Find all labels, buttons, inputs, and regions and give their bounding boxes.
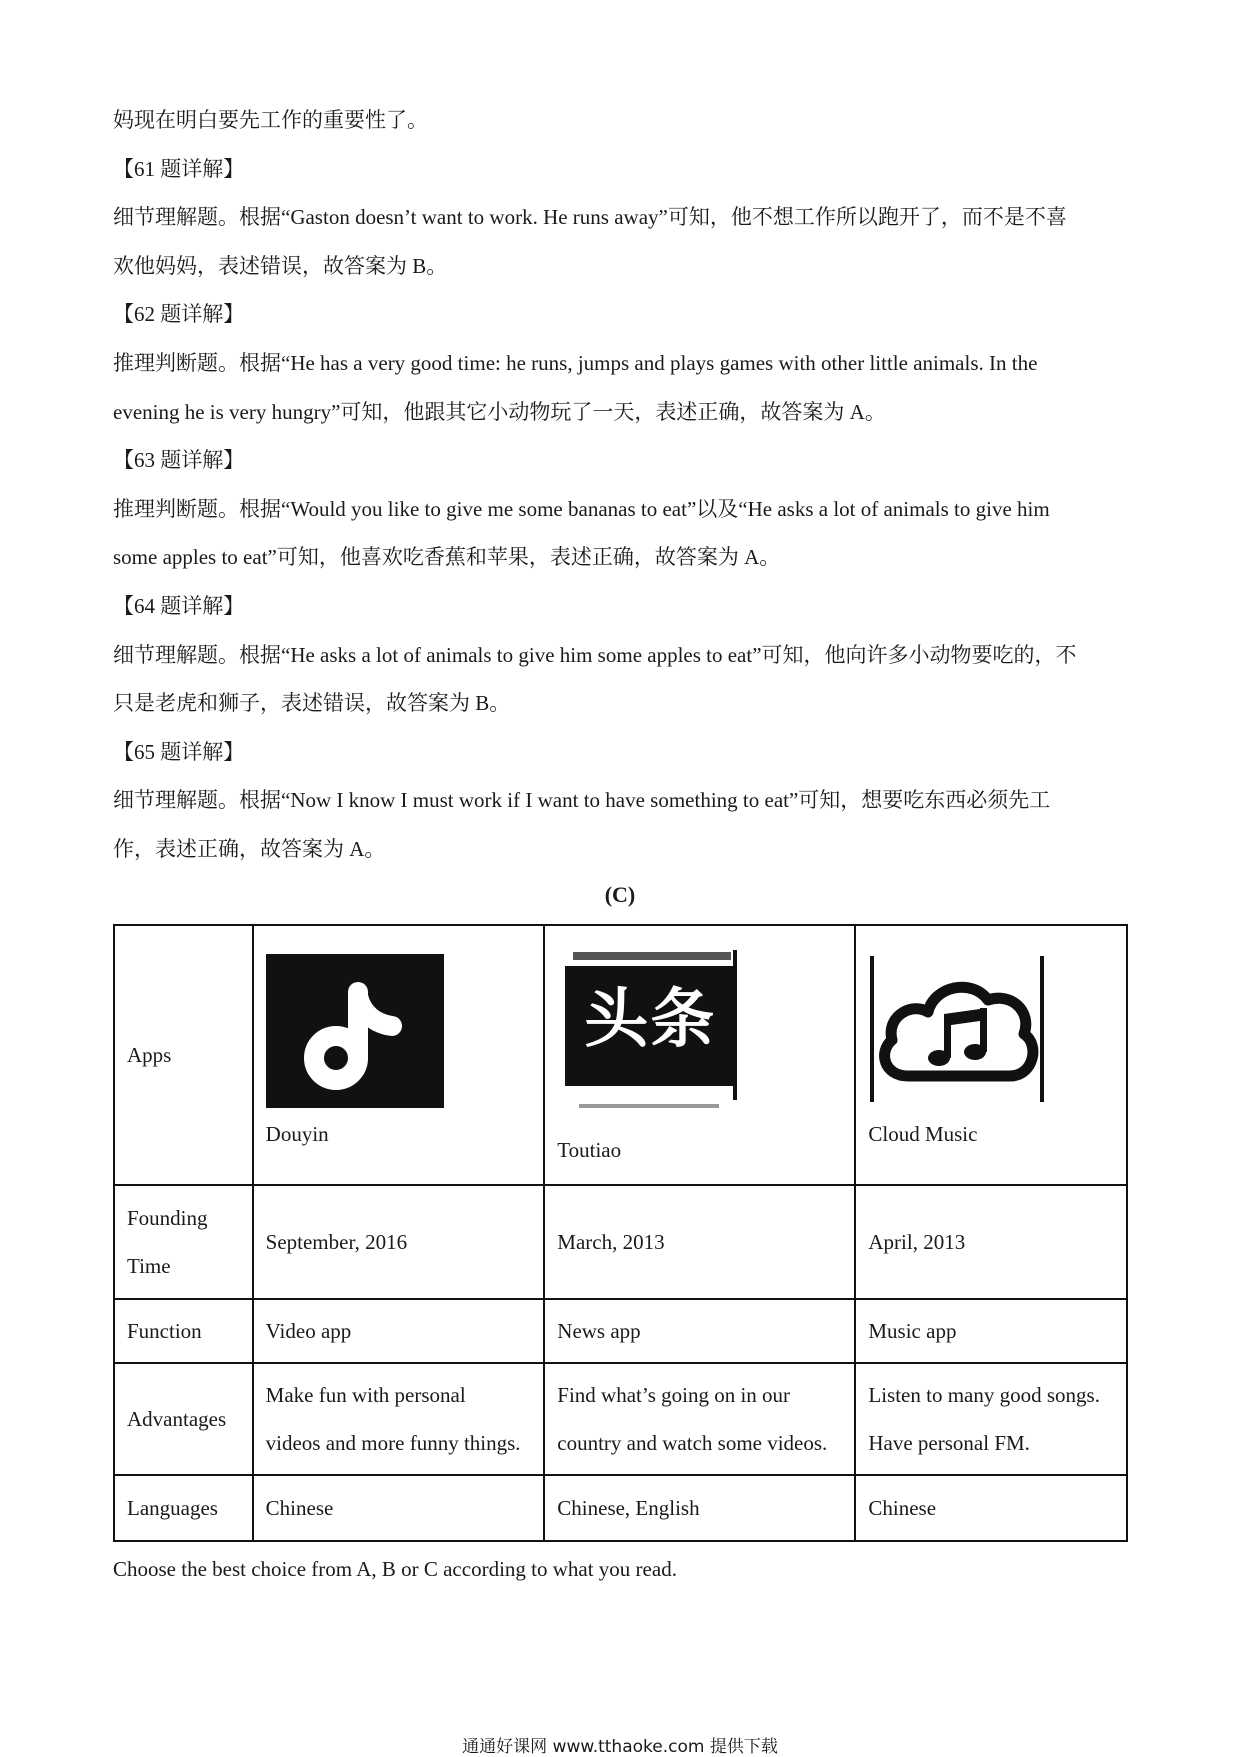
paragraph-line: 细节理解题。根据“He asks a lot of animals to give him some apples to eat”可知，他向许多小动物要吃的，不 xyxy=(113,642,1077,667)
paragraph-line: 只是老虎和狮子，表述错误，故答案为 B。 xyxy=(113,691,511,716)
table-row-advantages xyxy=(114,1363,1127,1475)
cloud-music-icon xyxy=(868,956,1048,1112)
question-heading: 【63 题详解】 xyxy=(113,448,245,473)
section-title: (C) xyxy=(604,882,636,907)
founding-cloud-music: April, 2013 xyxy=(855,1185,1127,1299)
table-row-function xyxy=(114,1299,1127,1363)
row-label-languages: Languages xyxy=(114,1475,253,1541)
advantages-cloud-music xyxy=(855,1363,1127,1475)
app-name-douyin: Douyin xyxy=(265,1122,329,1146)
advantages-douyin xyxy=(253,1363,545,1475)
table-row-apps xyxy=(114,925,1127,1185)
paragraph-line: 推理判断题。根据“He has a very good time: he runs, jumps and plays games with other little animals. In the xyxy=(113,350,1038,375)
toutiao-logo-text: 头条 xyxy=(584,983,717,1057)
table-row-languages xyxy=(114,1475,1127,1541)
question-heading: 【65 题详解】 xyxy=(113,739,245,764)
instruction-text: Choose the best choice from A, B or C according to what you read. xyxy=(113,1557,677,1581)
function-cloud-music: Music app xyxy=(855,1299,1127,1363)
paragraph-line: 细节理解题。根据“Gaston doesn’t want to work. He runs away”可知，他不想工作所以跑开了，而不是不喜 xyxy=(113,205,1067,230)
row-label-function: Function xyxy=(114,1299,253,1363)
tiktok-note-icon xyxy=(266,954,444,1114)
row-label-apps: Apps xyxy=(114,925,253,1185)
question-heading: 【61 题详解】 xyxy=(113,156,245,181)
founding-toutiao: March, 2013 xyxy=(544,1185,855,1299)
languages-cloud-music: Chinese xyxy=(855,1475,1127,1541)
paragraph-line: 推理判断题。根据“Would you like to give me some bananas to eat”以及“He asks a lot of animals to give him xyxy=(113,496,1050,521)
footer-text: 通通好课网 www.tthaoke.com 提供下载 xyxy=(462,1737,778,1757)
languages-toutiao: Chinese, English xyxy=(544,1475,855,1541)
languages-douyin: Chinese xyxy=(253,1475,545,1541)
app-name-toutiao: Toutiao xyxy=(557,1138,622,1162)
paragraph-line: some apples to eat”可知，他喜欢吃香蕉和苹果，表述正确，故答案为 A。 xyxy=(113,545,781,570)
paragraph-line: 妈现在明白要先工作的重要性了。 xyxy=(113,108,428,132)
advantages-line: Listen to many good songs. xyxy=(868,1383,1100,1407)
douyin-cell xyxy=(253,925,545,1185)
row-label-founding xyxy=(114,1185,253,1299)
paragraph-line: evening he is very hungry”可知，他跟其它小动物玩了一天，表述正确，故答案为 A。 xyxy=(113,399,886,424)
advantages-line: Make fun with personal xyxy=(265,1383,466,1407)
paragraph-line: 细节理解题。根据“Now I know I must work if I want to have something to eat”可知，想要吃东西必须先工 xyxy=(113,788,1051,813)
table-row-founding xyxy=(114,1185,1127,1299)
question-heading: 【64 题详解】 xyxy=(113,593,245,618)
question-heading: 【62 题详解】 xyxy=(113,302,245,327)
paragraph-line: 作，表述正确，故答案为 A。 xyxy=(113,836,386,861)
row-label-advantages: Advantages xyxy=(114,1363,253,1475)
row-label-founding-line1: Founding xyxy=(127,1206,208,1230)
row-label-founding-line2: Time xyxy=(127,1254,171,1278)
advantages-toutiao xyxy=(544,1363,855,1475)
advantages-line: country and watch some videos. xyxy=(557,1431,828,1455)
toutiao-logo-icon xyxy=(559,946,749,1124)
advantages-line: Find what’s going on in our xyxy=(557,1383,791,1407)
toutiao-cell xyxy=(544,925,855,1185)
advantages-line: Have personal FM. xyxy=(868,1431,1030,1455)
paragraph-line: 欢他妈妈，表述错误，故答案为 B。 xyxy=(113,253,448,278)
app-name-cloud-music: Cloud Music xyxy=(868,1122,978,1146)
founding-douyin: September, 2016 xyxy=(253,1185,545,1299)
explanation-text xyxy=(113,96,1123,874)
apps-table xyxy=(113,924,1128,1542)
function-douyin: Video app xyxy=(253,1299,545,1363)
function-toutiao: News app xyxy=(544,1299,855,1363)
cloud-music-cell xyxy=(855,925,1127,1185)
advantages-line: videos and more funny things. xyxy=(265,1431,521,1455)
